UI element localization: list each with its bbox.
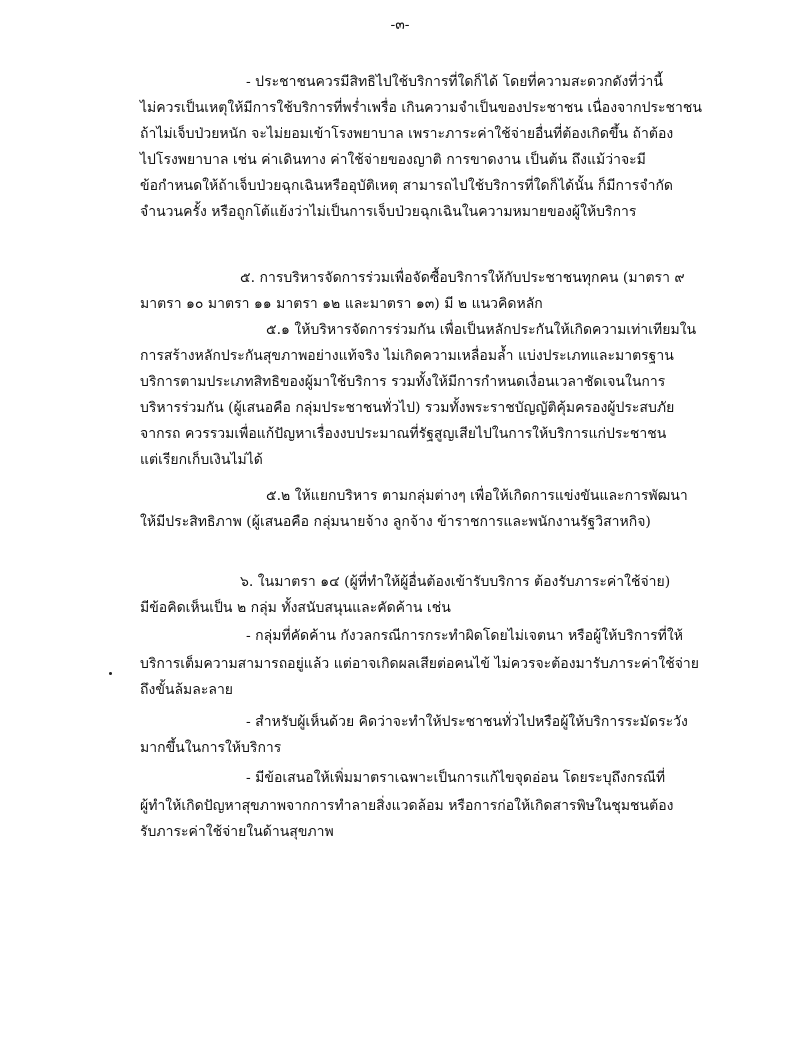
- text-line: - ประชาชนควรมีสิทธิไปใช้บริการที่ใดก็ได้ โดยที่ความสะดวกดังที่ว่านี้: [246, 74, 663, 90]
- text-line: บริการเต็มความสามารถอยู่แล้ว แต่อาจเกิดผลเสียต่อคนไข้ ไม่ควรจะต้องมารับภาระค่าใช้จ่าย: [140, 656, 699, 672]
- text-line: มาตรา ๑๐ มาตรา ๑๑ มาตรา ๑๒ และมาตรา ๑๓) มี ๒ แนวคิดหลัก: [140, 296, 543, 312]
- bullet-line: - มีข้อเสนอให้เพิ่มมาตราเฉพาะเป็นการแก้ไขจุดอ่อน โดยระบุถึงกรณีที่: [246, 770, 666, 786]
- subsection-5-1: ๕.๑ ให้บริหารจัดการร่วมกัน เพื่อเป็นหลักประกันให้เกิดความเท่าเทียมใน: [266, 322, 697, 338]
- text-line: ข้อกำหนดให้ถ้าเจ็บป่วยฉุกเฉินหรืออุบัติเหตุ สามารถไปใช้บริการที่ใดก็ได้นั้น ก็มีการจำกัด: [140, 178, 674, 194]
- text-line: ถึงขั้นล้มละลาย: [140, 682, 234, 698]
- bullet-line: - สำหรับผู้เห็นด้วย คิดว่าจะทำให้ประชาชนทั่วไปหรือผู้ให้บริการระมัดระวัง: [246, 714, 688, 730]
- text-line: จากรถ ควรรวมเพื่อแก้ปัญหาเรื่องงบประมาณที่รัฐสูญเสียไปในการให้บริการแก่ประชาชน: [140, 426, 667, 442]
- text-line: ไปโรงพยาบาล เช่น ค่าเดินทาง ค่าใช้จ่ายของญาติ การขาดงาน เป็นต้น ถึงแม้ว่าจะมี: [140, 152, 646, 168]
- text-line: มากขึ้นในการให้บริการ: [140, 740, 282, 756]
- text-line: การสร้างหลักประกันสุขภาพอย่างแท้จริง ไม่เกิดความเหลื่อมล้ำ แบ่งประเภทและมาตรฐาน: [140, 348, 674, 364]
- text-line: บริหารร่วมกัน (ผู้เสนอคือ กลุ่มประชาชนทั่วไป) รวมทั้งพระราชบัญญัติคุ้มครองผู้ประสบภัย: [140, 400, 675, 416]
- section-heading-6: ๖. ในมาตรา ๑๔ (ผู้ที่ทำให้ผู้อื่นต้องเข้ารับบริการ ต้องรับภาระค่าใช้จ่าย): [240, 574, 671, 590]
- text-line: ถ้าไม่เจ็บป่วยหนัก จะไม่ยอมเข้าโรงพยาบาล เพราะภาระค่าใช้จ่ายอื่นที่ต้องเกิดขึ้น ถ้าต้อง: [140, 126, 674, 142]
- text-line: จำนวนครั้ง หรือถูกโต้แย้งว่าไม่เป็นการเจ็บป่วยฉุกเฉินในความหมายของผู้ให้บริการ: [140, 204, 637, 220]
- section-heading-5: ๕. การบริหารจัดการร่วมเพื่อจัดซื้อบริการให้กับประชาชนทุกคน (มาตรา ๙: [240, 270, 685, 286]
- text-line: บริการตามประเภทสิทธิของผู้มาใช้บริการ รวมทั้งให้มีการกำหนดเงื่อนเวลาชัดเจนในการ: [140, 374, 666, 390]
- text-line: แต่เรียกเก็บเงินไม่ได้: [140, 452, 263, 468]
- bullet-line: - กลุ่มที่คัดค้าน กังวลกรณีการกระทำผิดโดยไม่เจตนา หรือผู้ให้บริการที่ให้: [246, 628, 683, 644]
- text-line: ให้มีประสิทธิภาพ (ผู้เสนอคือ กลุ่มนายจ้าง ลูกจ้าง ข้าราชการและพนักงานรัฐวิสาหกิจ): [140, 514, 651, 530]
- page-number: -๓-: [390, 17, 410, 33]
- text-line: รับภาระค่าใช้จ่ายในด้านสุขภาพ: [140, 824, 334, 840]
- scan-speck: [109, 672, 112, 675]
- text-line: มีข้อคิดเห็นเป็น ๒ กลุ่ม ทั้งสนับสนุนและคัดค้าน เช่น: [140, 600, 451, 616]
- text-line: ไม่ควรเป็นเหตุให้มีการใช้บริการที่พร่ำเพรื่อ เกินความจำเป็นของประชาชน เนื่องจากประชาชน: [140, 100, 702, 116]
- subsection-5-2: ๕.๒ ให้แยกบริหาร ตามกลุ่มต่างๆ เพื่อให้เกิดการแข่งขันและการพัฒนา: [266, 488, 688, 504]
- text-line: ผู้ทำให้เกิดปัญหาสุขภาพจากการทำลายสิ่งแวดล้อม หรือการก่อให้เกิดสารพิษในชุมชนต้อง: [140, 798, 674, 814]
